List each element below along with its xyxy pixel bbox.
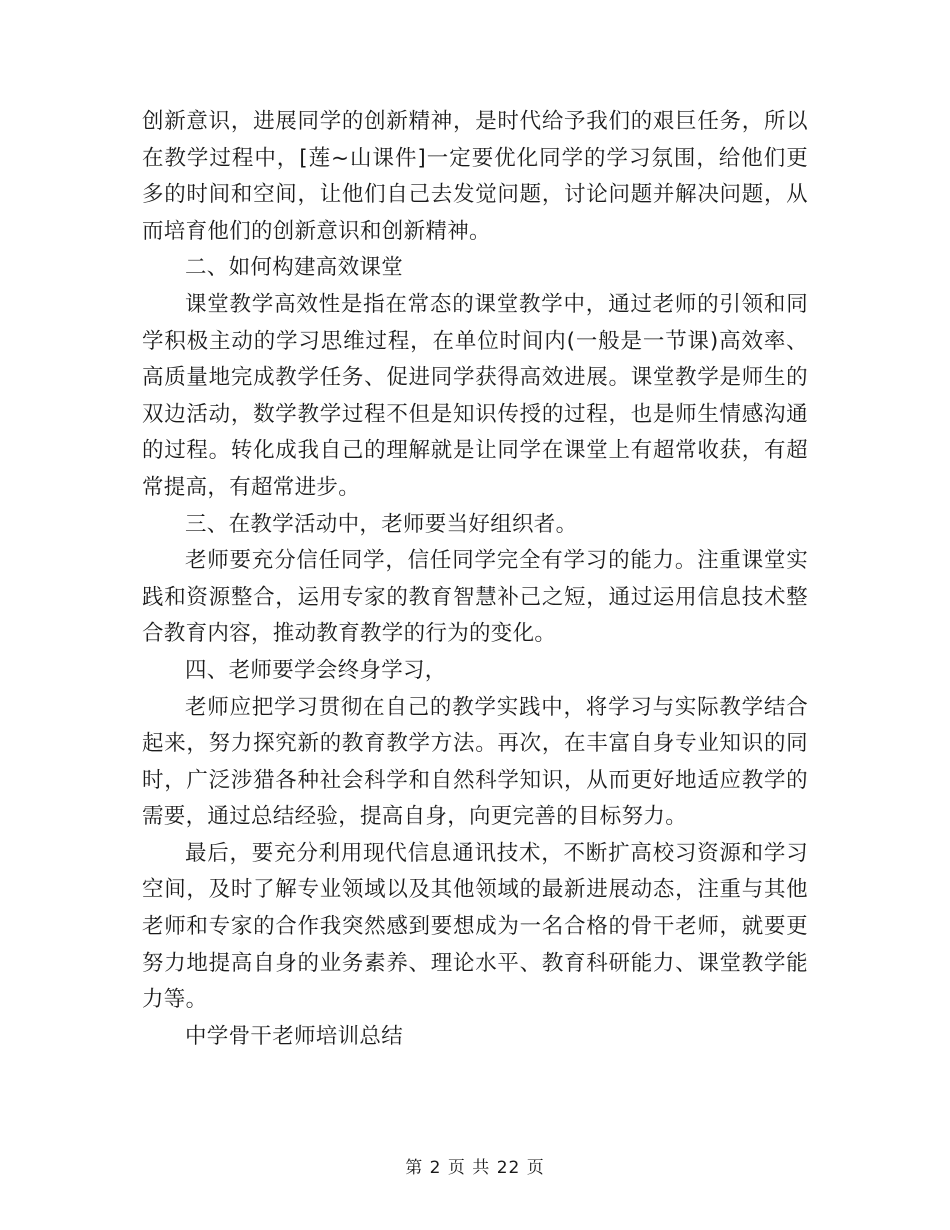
footer-total-pages: 22 [496, 1158, 521, 1178]
page-footer [0, 1153, 950, 1178]
paragraph-lifelong-learning: 老师应把学习贯彻在自己的教学实践中，将学习与实际教学结合起来，努力探究新的教育教学方法。再次，在丰富自身专业知识的同时，广泛涉猎各种社会科学和自然科学知识，从而更好地适应教学的需要，通过总结经验，提高自身，向更完善的目标努力。 [142, 694, 808, 830]
section-heading-3: 三、在教学活动中，老师要当好组织者。 [185, 511, 578, 537]
paragraph-continuation: 创新意识，进展同学的创新精神，是时代给予我们的艰巨任务，所以在教学过程中，[莲~山课件]一定要优化同学的学习氛围，给他们更多的时间和空间，让他们自己去发觉问题，讨论问题并解决问题，从而培育他们的创新意识和创新精神。 [142, 109, 808, 244]
paragraph-organizer: 老师要充分信任同学，信任同学完全有学习的能力。注重课堂实践和资源整合，运用专家的教育智慧补己之短，通过运用信息技术整合教育内容，推动教育教学的行为的变化。 [142, 548, 808, 647]
footer-current-page: 2 [429, 1158, 442, 1178]
footer-middle: 页 共 [447, 1158, 491, 1178]
document-subtitle: 中学骨干老师培训总结 [185, 1023, 404, 1049]
document-body [142, 104, 808, 1055]
section-heading-4: 四、老师要学会终身学习， [185, 657, 447, 683]
footer-suffix: 页 [526, 1158, 545, 1178]
paragraph-finally: 最后，要充分利用现代信息通讯技术，不断扩高校习资源和学习空间，及时了解专业领域以及其他领域的最新进展动态，注重与其他老师和专家的合作我突然感到要想成为一名合格的骨干老师，就要更努力地提高自身的业务素养、理论水平、教育科研能力、课堂教学能力等。 [142, 840, 808, 1013]
footer-prefix: 第 [405, 1158, 424, 1178]
section-heading-2: 二、如何构建高效课堂 [185, 255, 404, 281]
paragraph-efficient-classroom: 课堂教学高效性是指在常态的课堂教学中，通过老师的引领和同学积极主动的学习思维过程，在单位时间内(一般是一节课)高效率、高质量地完成教学任务、促进同学获得高效进展。课堂教学是师生的双边活动，数学教学过程不但是知识传授的过程，也是师生情感沟通的过程。转化成我自己的理解就是让同学在课堂上有超常收获，有超常提高，有超常进步。 [142, 291, 808, 500]
